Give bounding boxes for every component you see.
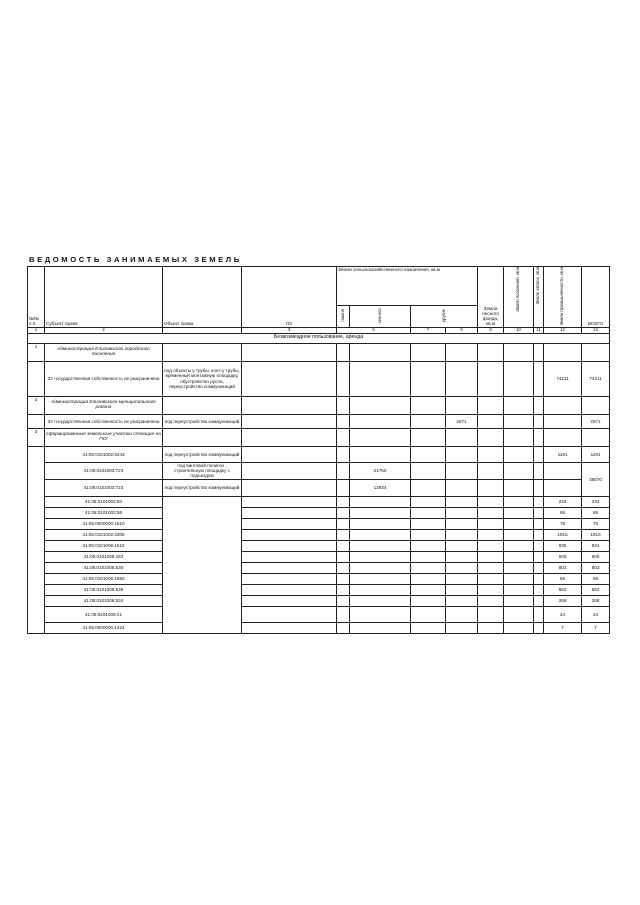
table-row xyxy=(28,562,610,573)
owner-label: ЗУ государственная собственность не разграничена xyxy=(45,361,163,396)
table-row xyxy=(28,518,610,529)
plot-id: 41:05:0101002:60 xyxy=(45,496,163,507)
value-col12: 74211 xyxy=(544,361,582,396)
value-col12: 1815 xyxy=(544,529,582,540)
value-total: 834 xyxy=(582,540,610,551)
value-col12: 268 xyxy=(544,595,582,606)
value-col12: 1191 xyxy=(544,446,582,462)
plot-id: 41:05:0000000:1510 xyxy=(45,518,163,529)
table-row xyxy=(28,462,610,479)
merged-total: 35670 xyxy=(582,462,610,496)
header-total: ВСЕГО xyxy=(582,267,610,328)
value-col12: 7 xyxy=(544,622,582,633)
header-settlement: Земли поселений, кв.м xyxy=(504,267,534,328)
section-title: Безвозмездное пользование, аренда xyxy=(28,333,610,343)
value-col12: 24 xyxy=(544,606,582,622)
col-num: 1 xyxy=(28,327,45,333)
value-total: 1191 xyxy=(582,446,610,462)
table-row xyxy=(28,573,610,584)
section-2-owner-row xyxy=(28,414,610,428)
col-num: 8 xyxy=(446,327,478,333)
plot-id: 41:05:0101006:41 xyxy=(45,606,163,622)
value-total: 24 xyxy=(582,606,610,622)
value-total: 268 xyxy=(582,595,610,606)
value-total: 56 xyxy=(582,573,610,584)
object-description: под объекты у трубы, конт-у трубы, временный монтажную площадку, обустройство русла, переустройство коммуникаций xyxy=(163,361,242,396)
header-pz: ПЗ xyxy=(242,267,337,328)
header-agri-group: Земли сельскохозяйственного назначения, кв.м xyxy=(337,267,478,306)
value-col7: 21750 xyxy=(350,462,411,479)
value-col7: 13934 xyxy=(350,479,411,496)
col-num: 6 xyxy=(337,327,411,333)
section-num: 1 xyxy=(28,343,45,361)
subject-name: Администрация Елизовского городского поселения xyxy=(45,343,163,361)
subject-name: Администрация Елизовского муниципального района xyxy=(45,396,163,414)
table-row xyxy=(28,507,610,518)
land-ledger-table xyxy=(27,266,610,634)
header-agri-sub2: сенокос xyxy=(350,305,411,327)
value-col12: 562 xyxy=(544,584,582,595)
section-num: 2 xyxy=(28,396,45,414)
value-total: 75 xyxy=(582,518,610,529)
value-total: 605 xyxy=(582,551,610,562)
value-col12: 835 xyxy=(544,540,582,551)
value-col12: 605 xyxy=(544,551,582,562)
col-num: 9 xyxy=(478,327,504,333)
plot-id: 41:05:0101003:723 xyxy=(45,479,163,496)
table-row xyxy=(28,606,610,622)
header-agri-sub1: пашня xyxy=(337,305,350,327)
header-row-1 xyxy=(28,267,610,306)
col-num: 2 xyxy=(45,327,163,333)
value-col8: 2571 xyxy=(446,414,478,428)
table-row xyxy=(28,529,610,540)
plot-id: 41:05:0101002:5443 xyxy=(45,446,163,462)
section-num: 3 xyxy=(28,428,45,446)
section-1-owner-row xyxy=(28,361,610,396)
table-row xyxy=(28,540,610,551)
plot-id: 41:05:0101006:534 xyxy=(45,595,163,606)
header-forest: Земли лесного фонда, кв.м xyxy=(478,267,504,328)
section-3-subject-row xyxy=(28,428,610,446)
value-total: 2571 xyxy=(582,414,610,428)
plot-id: 41:05:0101006:530 xyxy=(45,562,163,573)
subject-name: сформированные земельные участки стоящие на ГКУ xyxy=(45,428,163,446)
col-num: 13 xyxy=(582,327,610,333)
col-num: 3 xyxy=(242,327,337,333)
value-total: 74211 xyxy=(582,361,610,396)
value-col12: 803 xyxy=(544,562,582,573)
table-row xyxy=(28,622,610,633)
plot-id: 41:05:0101006:1516 xyxy=(45,540,163,551)
header-object: Объект права xyxy=(163,267,242,328)
section-1-subject-row xyxy=(28,343,610,361)
value-total: 803 xyxy=(582,562,610,573)
header-subject: Субъект права xyxy=(45,267,163,328)
table-row xyxy=(28,551,610,562)
owner-label: ЗУ государственная собственность не разграничена xyxy=(45,414,163,428)
value-total: 7 xyxy=(582,622,610,633)
col-num: 11 xyxy=(534,327,544,333)
plot-id: 41:05:0101006:536 xyxy=(45,584,163,595)
col-num: 12 xyxy=(544,327,582,333)
plot-id: 41:05:0000000:1424 xyxy=(45,622,163,633)
value-total: 562 xyxy=(582,584,610,595)
object-description: под винтовой полигон , строительную площадку с подъездом xyxy=(163,462,242,479)
table-row xyxy=(28,595,610,606)
value-col12: 234 xyxy=(544,496,582,507)
plot-id: 41:05:0101006:1682 xyxy=(45,573,163,584)
table-row xyxy=(28,584,610,595)
table-row xyxy=(28,496,610,507)
header-reserve: Земли запаса, кв.м xyxy=(534,267,544,328)
object-description: под переустройство коммуникаций xyxy=(163,414,242,428)
plot-id: 41:05:0101006:153 xyxy=(45,551,163,562)
plot-id: 41:05:0101003:723 xyxy=(45,462,163,479)
plot-id: 41:05:0101002:2309 xyxy=(45,529,163,540)
table-row xyxy=(28,446,610,462)
object-description: под переустройство коммуникаций xyxy=(163,446,242,462)
value-total: 65 xyxy=(582,507,610,518)
header-num: №№ п.п. xyxy=(28,267,45,328)
value-col12: 65 xyxy=(544,507,582,518)
col-num: 7 xyxy=(411,327,446,333)
plot-id: 41:05:0101002:56 xyxy=(45,507,163,518)
table-row xyxy=(28,479,610,496)
header-industrial: Земли промышленности, кв.м xyxy=(544,267,582,328)
section-2-subject-row xyxy=(28,396,610,414)
section-title-row xyxy=(28,333,610,343)
value-col12: 75 xyxy=(544,518,582,529)
value-total: 1815 xyxy=(582,529,610,540)
object-description: под переустройство коммуникаций xyxy=(163,479,242,496)
document-title: ВЕДОМОСТЬ ЗАНИМАЕМЫХ ЗЕМЕЛЬ xyxy=(29,255,242,264)
header-agri-sub3: другие xyxy=(411,305,478,327)
value-col12: 56 xyxy=(544,573,582,584)
col-num: 10 xyxy=(504,327,534,333)
value-total: 234 xyxy=(582,496,610,507)
